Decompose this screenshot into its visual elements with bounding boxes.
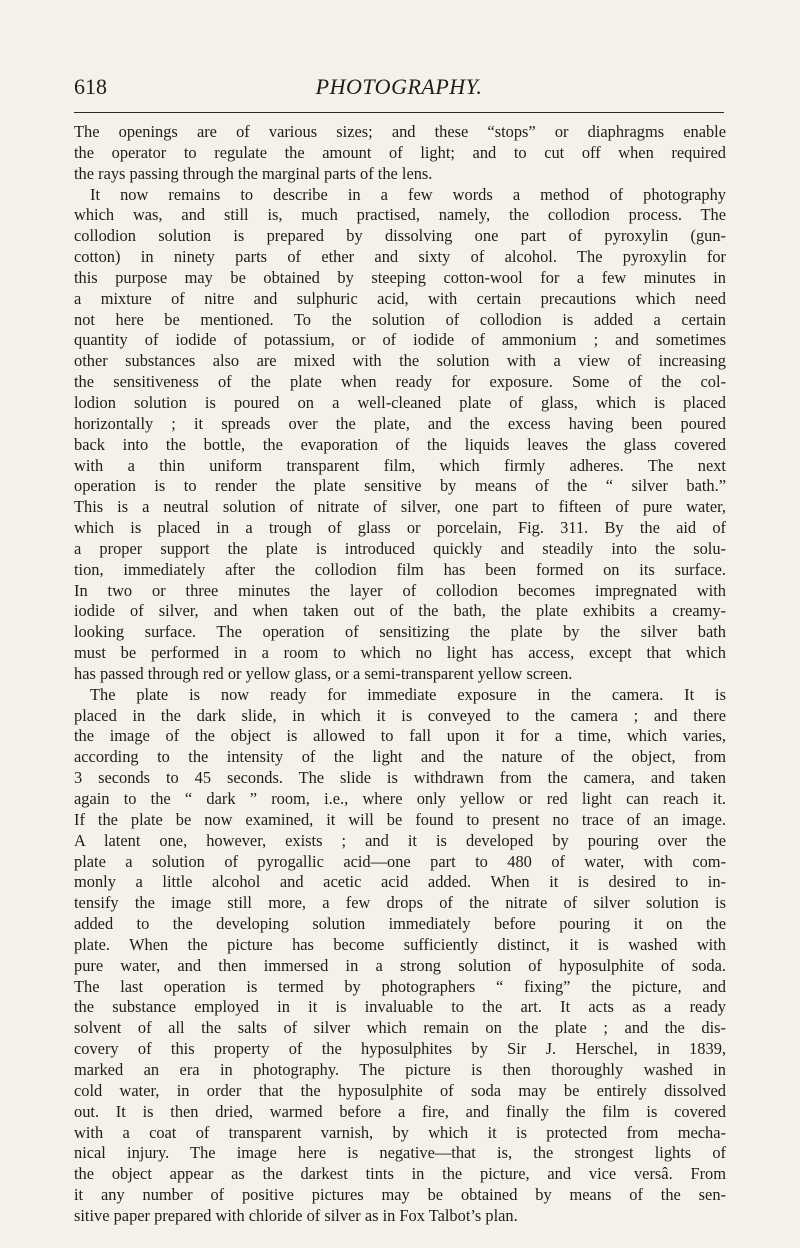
text-line: the operator to regulate the amount of light; and to cut off when required xyxy=(74,142,726,162)
text-line: In two or three minutes the layer of collodion becomes impregnated with xyxy=(74,580,726,600)
text-line: The openings are of various sizes; and these “stops” or diaphragms enable xyxy=(74,122,726,141)
text-line: marked an era in photography. The picture is then thoroughly washed in xyxy=(74,1059,726,1079)
header-rule xyxy=(74,112,724,113)
text-line: again to the “ dark ” room, i.e., where only yellow or red light can reach it. xyxy=(74,789,726,808)
text-line: the rays passing through the marginal parts of the lens. xyxy=(74,163,433,183)
text-line: looking surface. The operation of sensitizing the plate by the silver bath xyxy=(74,622,726,642)
text-line: with a thin uniform transparent film, which firmly adheres. The next xyxy=(74,455,726,475)
text-line: which was, and still is, much practised, namely, the collodion process. The xyxy=(74,205,726,225)
body-text xyxy=(74,122,726,1227)
text-line: it any number of positive pictures may be obtained by means of the sen- xyxy=(74,1185,726,1205)
page-number: 618 xyxy=(74,74,107,99)
text-line: iodide of silver, and when taken out of the bath, the plate exhibits a creamy- xyxy=(74,601,726,621)
text-line: the sensitiveness of the plate when ready for exposure. Some of the col- xyxy=(74,372,726,392)
text-line: according to the intensity of the light and the nature of the object, from xyxy=(74,747,726,767)
text-line: back into the bottle, the evaporation of the liquids leaves the glass covered xyxy=(74,434,726,454)
text-line: the image of the object is allowed to fall upon it for a time, which varies, xyxy=(74,726,726,746)
text-line: with a coat of transparent varnish, by which it is protected from mecha- xyxy=(74,1122,726,1142)
text-line: other substances also are mixed with the solution with a view of increasing xyxy=(74,351,726,371)
text-line: A latent one, however, exists ; and it is developed by pouring over the xyxy=(74,830,726,850)
text-line: horizontally ; it spreads over the plate, and the excess having been poured xyxy=(74,413,726,433)
text-line: 3 seconds to 45 seconds. The slide is withdrawn from the camera, and taken xyxy=(74,768,726,788)
running-title: PHOTOGRAPHY. xyxy=(315,74,483,99)
text-line: quantity of iodide of potassium, or of iodide of ammonium ; and sometimes xyxy=(74,330,726,350)
text-line: this purpose may be obtained by steeping cotton-wool for a few minutes in xyxy=(74,267,726,287)
text-line: placed in the dark slide, in which it is conveyed to the camera ; and there xyxy=(74,705,726,725)
text-line: must be performed in a room to which no light has access, except that which xyxy=(74,643,726,663)
text-line: The plate is now ready for immediate exposure in the camera. It is xyxy=(90,684,726,704)
text-line: tion, immediately after the collodion film has been formed on its surface. xyxy=(74,559,726,579)
text-line: the object appear as the darkest tints in the picture, and vice versâ. From xyxy=(74,1164,726,1184)
text-line: nical injury. The image here is negative—that is, the strongest lights of xyxy=(74,1143,726,1163)
text-line: operation is to render the plate sensitive by means of the “ silver bath.” xyxy=(74,476,726,496)
text-line: pure water, and then immersed in a strong solution of hyposulphite of soda. xyxy=(74,955,726,975)
text-line: plate. When the picture has become sufficiently distinct, it is washed with xyxy=(74,934,726,954)
text-line: solvent of all the salts of silver which remain on the plate ; and the dis- xyxy=(74,1018,726,1038)
text-line: out. It is then dried, warmed before a fire, and finally the film is covered xyxy=(74,1101,726,1121)
text-line: which is placed in a trough of glass or porcelain, Fig. 311. By the aid of xyxy=(74,518,726,538)
text-line: added to the developing solution immediately before pouring it on the xyxy=(74,914,726,934)
text-line: This is a neutral solution of nitrate of silver, one part to fifteen of pure water, xyxy=(74,497,726,517)
text-line: It now remains to describe in a few words a method of photography xyxy=(90,184,726,204)
text-line: If the plate be now examined, it will be found to present no trace of an image. xyxy=(74,809,726,829)
text-line: a mixture of nitre and sulphuric acid, with certain precautions which need xyxy=(74,288,726,308)
text-line: plate a solution of pyrogallic acid—one part to 480 of water, with com- xyxy=(74,851,726,871)
text-line: not here be mentioned. To the solution of collodion is added a certain xyxy=(74,309,726,329)
text-line: cold water, in order that the hyposulphite of soda may be entirely dissolved xyxy=(74,1080,726,1100)
text-line: cotton) in ninety parts of ether and sixty of alcohol. The pyroxylin for xyxy=(74,247,726,267)
text-line: collodion solution is prepared by dissolving one part of pyroxylin (gun- xyxy=(74,226,726,246)
text-line: lodion solution is poured on a well-cleaned plate of glass, which is placed xyxy=(74,392,726,412)
text-line: covery of this property of the hyposulphites by Sir J. Herschel, in 1839, xyxy=(74,1039,726,1059)
text-line: the substance employed in it is invaluable to the art. It acts as a ready xyxy=(74,997,726,1017)
text-line: sitive paper prepared with chloride of silver as in Fox Talbot’s plan. xyxy=(74,1205,518,1225)
text-line: has passed through red or yellow glass, or a semi-transparent yellow screen. xyxy=(74,663,573,683)
text-line: monly a little alcohol and acetic acid added. When it is desired to in- xyxy=(74,872,726,892)
text-line: a proper support the plate is introduced quickly and steadily into the solu- xyxy=(74,538,726,558)
page-header xyxy=(74,74,724,104)
text-line: The last operation is termed by photographers “ fixing” the picture, and xyxy=(74,976,726,996)
text-line: tensify the image still more, a few drops of the nitrate of silver solution is xyxy=(74,893,726,913)
